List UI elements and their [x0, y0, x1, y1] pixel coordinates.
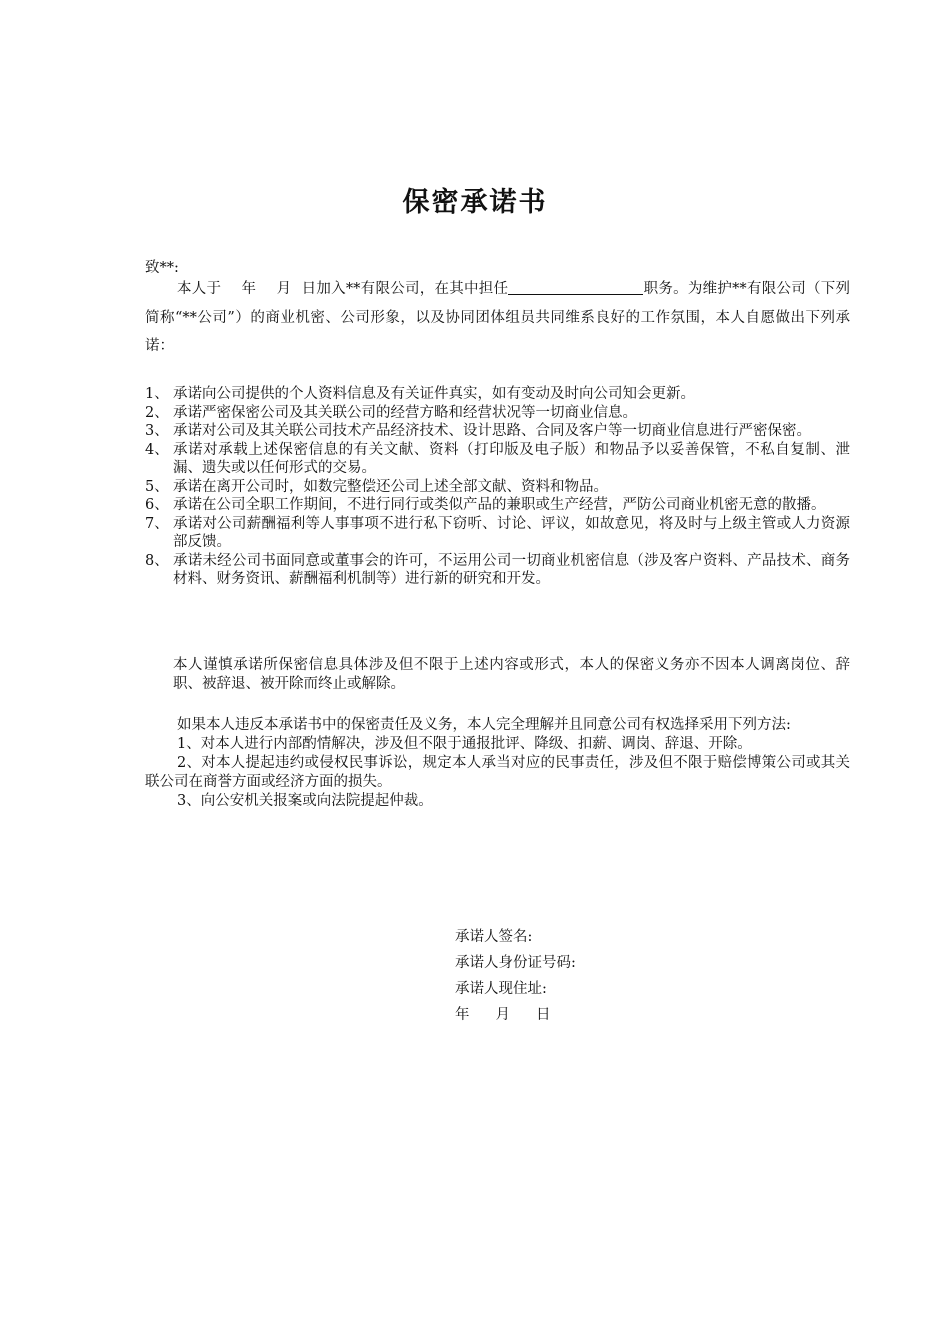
- signature-name-label: 承诺人签名:: [455, 929, 533, 945]
- violation-section: [145, 716, 850, 811]
- signature-block: [455, 924, 576, 1028]
- signature-address-label: 承诺人现住址:: [455, 981, 547, 997]
- list-item: 5、 承诺在离开公司时，如数完整偿还公司上述全部文献、资料和物品。: [145, 478, 608, 495]
- date-day: 日: [536, 1007, 551, 1023]
- list-item: 3、 承诺对公司及其关联公司技术产品经济技术、设计思路、合同及客户等一切商业信息进行严密保密。: [145, 423, 811, 439]
- date-month: 月: [495, 1007, 510, 1023]
- signature-id-label: 承诺人身份证号码:: [455, 955, 576, 971]
- salutation: 致**:: [145, 260, 179, 276]
- date-year: 年: [455, 1007, 470, 1023]
- list-item: 7、 承诺对公司薪酬福利等人事事项不进行私下窃听、讨论、评议，如故意见，将及时与上级主管或人力资源部反馈。: [145, 515, 850, 550]
- commitment-list: [145, 385, 850, 589]
- list-item: 4、 承诺对承载上述保密信息的有关文献、资料（打印版及电子版）和物品予以妥善保管，不私自复制、泄漏、遗失或以任何形式的交易。: [145, 441, 850, 476]
- measure-item: 2、对本人提起违约或侵权民事诉讼，规定本人承当对应的民事责任，涉及但不限于赔偿博策公司或其关联公司在商誉方面或经济方面的损失。: [145, 755, 850, 790]
- intro-month: 月: [276, 281, 292, 297]
- position-blank: [508, 280, 643, 295]
- signature-date: [455, 1002, 576, 1028]
- intro-year: 年: [241, 281, 257, 297]
- violation-intro: 如果本人违反本承诺书中的保密责任及义务，本人完全理解并且同意公司有权选择采用下列方法:: [177, 717, 791, 733]
- list-item: 6、 承诺在公司全职工作期间，不进行同行或类似产品的兼职或生产经营，严防公司商业机密无意的散播。: [145, 497, 826, 513]
- list-item: 2、 承诺严密保密公司及其关联公司的经营方略和经营状况等一切商业信息。: [145, 404, 637, 421]
- document-title: 保密承诺书: [402, 187, 548, 218]
- intro-part1: 本人于: [177, 281, 222, 297]
- list-item: 1、 承诺向公司提供的个人资料信息及有关证件真实，如有变动及时向公司知会更新。: [145, 386, 695, 402]
- intro-part2: 日加入**有限公司，在其中担任: [301, 281, 509, 297]
- measure-item: 3、向公安机关报案或向法院提起仲裁。: [177, 793, 433, 809]
- list-item: 8、 承诺未经公司书面同意或董事会的许可，不运用公司一切商业机密信息（涉及客户资料、产品技术、商务材料、财务资讯、薪酬福利机制等）进行新的研究和开发。: [145, 552, 850, 587]
- intro-paragraph: [145, 275, 850, 361]
- intro-part3: 职务。为维护**有限公司（下列简称“**公司”）的商业机密、公司形象，以及协同团体组员共同维系良好的工作氛围，本人自愿做出下列承诺：: [145, 281, 851, 354]
- measure-item: 1、对本人进行内部酌情解决，涉及但不限于通报批评、降级、扣薪、调岗、辞退、开除。: [177, 736, 752, 752]
- scope-paragraph: 本人谨慎承诺所保密信息具体涉及但不限于上述内容或形式，本人的保密义务亦不因本人调离岗位、辞职、被辞退、被开除而终止或解除。: [173, 657, 850, 692]
